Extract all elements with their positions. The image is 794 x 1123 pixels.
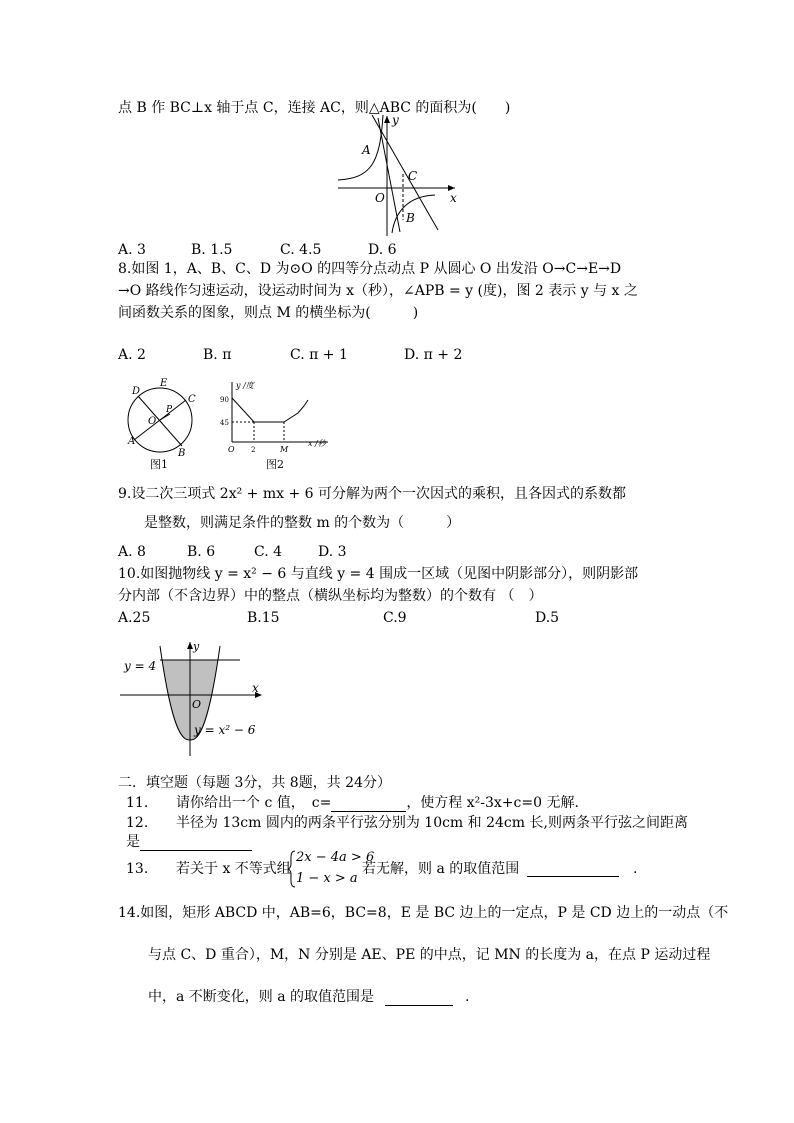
q7-fig-O: O xyxy=(375,191,385,205)
q14-stem-3: 中，a 不断变化，则 a 的取值范围是 xyxy=(148,989,375,1005)
q8-fig2-tick-M: M xyxy=(280,445,289,454)
q14-line-3 xyxy=(148,988,469,1006)
q13-end: . xyxy=(633,861,638,877)
q9-option-a[interactable]: A. 8 xyxy=(118,544,146,560)
q8-fig2-tick-2: 2 xyxy=(251,446,256,454)
q10-fig-O: O xyxy=(192,698,202,711)
q13-answer-blank[interactable] xyxy=(527,862,619,877)
q12-stem-1: 半径为 13cm 圆内的两条平行弦分别为 10cm 和 24cm 长,则两条平行弦之间距离 xyxy=(176,815,688,831)
q11-answer-blank[interactable] xyxy=(331,797,406,812)
q11-post: ，使方程 x²-3x+c=0 无解. xyxy=(406,795,579,811)
q8-fig1-P: P xyxy=(166,405,173,415)
q10-option-d[interactable]: D.5 xyxy=(535,610,560,626)
q7-fig-y: y xyxy=(392,113,399,127)
q9-option-b[interactable]: B. 6 xyxy=(187,544,216,560)
q11-line xyxy=(176,794,579,812)
section-2-title: 二．填空题（每题 3分，共 8题，共 24分） xyxy=(118,775,391,791)
q8-fig2-ylabel: y /度 xyxy=(236,381,254,390)
q7-figure xyxy=(330,110,460,238)
q13-number: 13. xyxy=(126,861,149,877)
q7-option-a[interactable]: A. 3 xyxy=(118,242,146,258)
q7-option-d[interactable]: D. 6 xyxy=(368,242,397,258)
q8-stem-2: →O 路线作匀速运动，设运动时间为 x（秒），∠APB = y (度)，图 2 表示 y 与 x 之 xyxy=(118,283,638,299)
q14-end: . xyxy=(464,989,470,1005)
q10-fig-y4: y = 4 xyxy=(124,659,157,673)
q10-fig-y: y xyxy=(193,640,200,653)
q8-fig1-caption: 图1 xyxy=(150,458,168,470)
q8-fig2-y90: 90 xyxy=(220,396,229,404)
q10-option-c[interactable]: C.9 xyxy=(383,610,407,626)
q13-inequality-1: 2x − 4a > 6 xyxy=(296,850,375,865)
q9-option-d[interactable]: D. 3 xyxy=(318,544,347,560)
q7-fig-B: B xyxy=(406,211,415,225)
q10-figure xyxy=(120,640,265,758)
q8-fig2-caption: 图2 xyxy=(266,458,284,470)
q7-stem: 点 B 作 BC⊥x 轴于点 C，连接 AC，则△ABC 的面积为( ) xyxy=(118,100,511,116)
q10-option-b[interactable]: B.15 xyxy=(247,610,280,626)
q13-inequality-2: 1 − x > a xyxy=(296,871,358,886)
q8-option-d[interactable]: D. π + 2 xyxy=(404,347,463,363)
q8-option-b[interactable]: B. π xyxy=(203,347,232,363)
q12-line-2 xyxy=(126,833,252,851)
q9-stem-2: 是整数，则满足条件的整数 m 的个数为（ ） xyxy=(144,515,461,531)
q11-number: 11. xyxy=(126,795,149,811)
q12-stem-2: 是 xyxy=(126,834,140,850)
q8-fig2-xlabel: x /秒 xyxy=(308,439,326,448)
q10-fig-x: x xyxy=(252,681,259,695)
q7-option-b[interactable]: B. 1.5 xyxy=(191,242,233,258)
q8-stem-3: 间函数关系的图象，则点 M 的横坐标为( ) xyxy=(118,305,419,321)
q13-post: 若无解，则 a 的取值范围 xyxy=(362,861,520,877)
q12-answer-blank[interactable] xyxy=(140,836,252,851)
q10-option-a[interactable]: A.25 xyxy=(118,610,151,626)
q8-fig1-C: C xyxy=(188,394,196,405)
q8-option-c[interactable]: C. π + 1 xyxy=(290,347,348,363)
q8-fig1-A: A xyxy=(128,436,136,447)
q8-fig1-B: B xyxy=(178,448,186,459)
q14-stem-2: 与点 C、D 重合），M，N 分别是 AE、PE 的中点，记 MN 的长度为 a，在点 P 运动过程 xyxy=(148,947,711,963)
q10-stem-1: 10.如图抛物线 y = x² − 6 与直线 y = 4 围成一区域（见图中阴影部分），则阴影部 xyxy=(118,566,639,582)
q9-stem-1: 9.设二次三项式 2x² + mx + 6 可分解为两个一次因式的乘积，且各因式的系数都 xyxy=(118,486,627,502)
q8-fig2-y45: 45 xyxy=(220,419,229,427)
q8-fig1-D: D xyxy=(132,386,141,397)
q8-option-a[interactable]: A. 2 xyxy=(118,347,146,363)
q13-pre: 若关于 x 不等式组 xyxy=(176,861,291,877)
q11-pre: 请你给出一个 c 值， c= xyxy=(176,795,332,811)
q7-fig-C: C xyxy=(408,169,418,183)
q14-answer-blank[interactable] xyxy=(385,991,453,1006)
q10-stem-2: 分内部（不含边界）中的整点（横纵坐标均为整数）的个数有 （ ） xyxy=(118,588,543,604)
q14-stem-1: 14.如图，矩形 ABCD 中，AB=6，BC=8，E 是 BC 边上的一定点，P 是 CD 边上的一动点（不 xyxy=(118,905,729,921)
q8-fig1-O: O xyxy=(148,416,157,427)
q12-number: 12. xyxy=(126,815,149,831)
q8-figure-2 xyxy=(218,378,333,470)
q7-option-c[interactable]: C. 4.5 xyxy=(280,242,322,258)
q8-figure-1 xyxy=(120,378,210,470)
q7-fig-A: A xyxy=(362,143,371,157)
q8-fig2-origin: O xyxy=(228,445,235,454)
q8-stem-1: 8.如图 1，A、B、C、D 为⊙O 的四等分点动点 P 从圆心 O 出发沿 O→C→E→D xyxy=(118,261,622,277)
q8-fig1-E: E xyxy=(160,378,168,389)
q9-option-c[interactable]: C. 4 xyxy=(254,544,283,560)
q7-fig-x: x xyxy=(450,191,457,205)
q10-fig-curve: y = x² − 6 xyxy=(194,723,256,737)
